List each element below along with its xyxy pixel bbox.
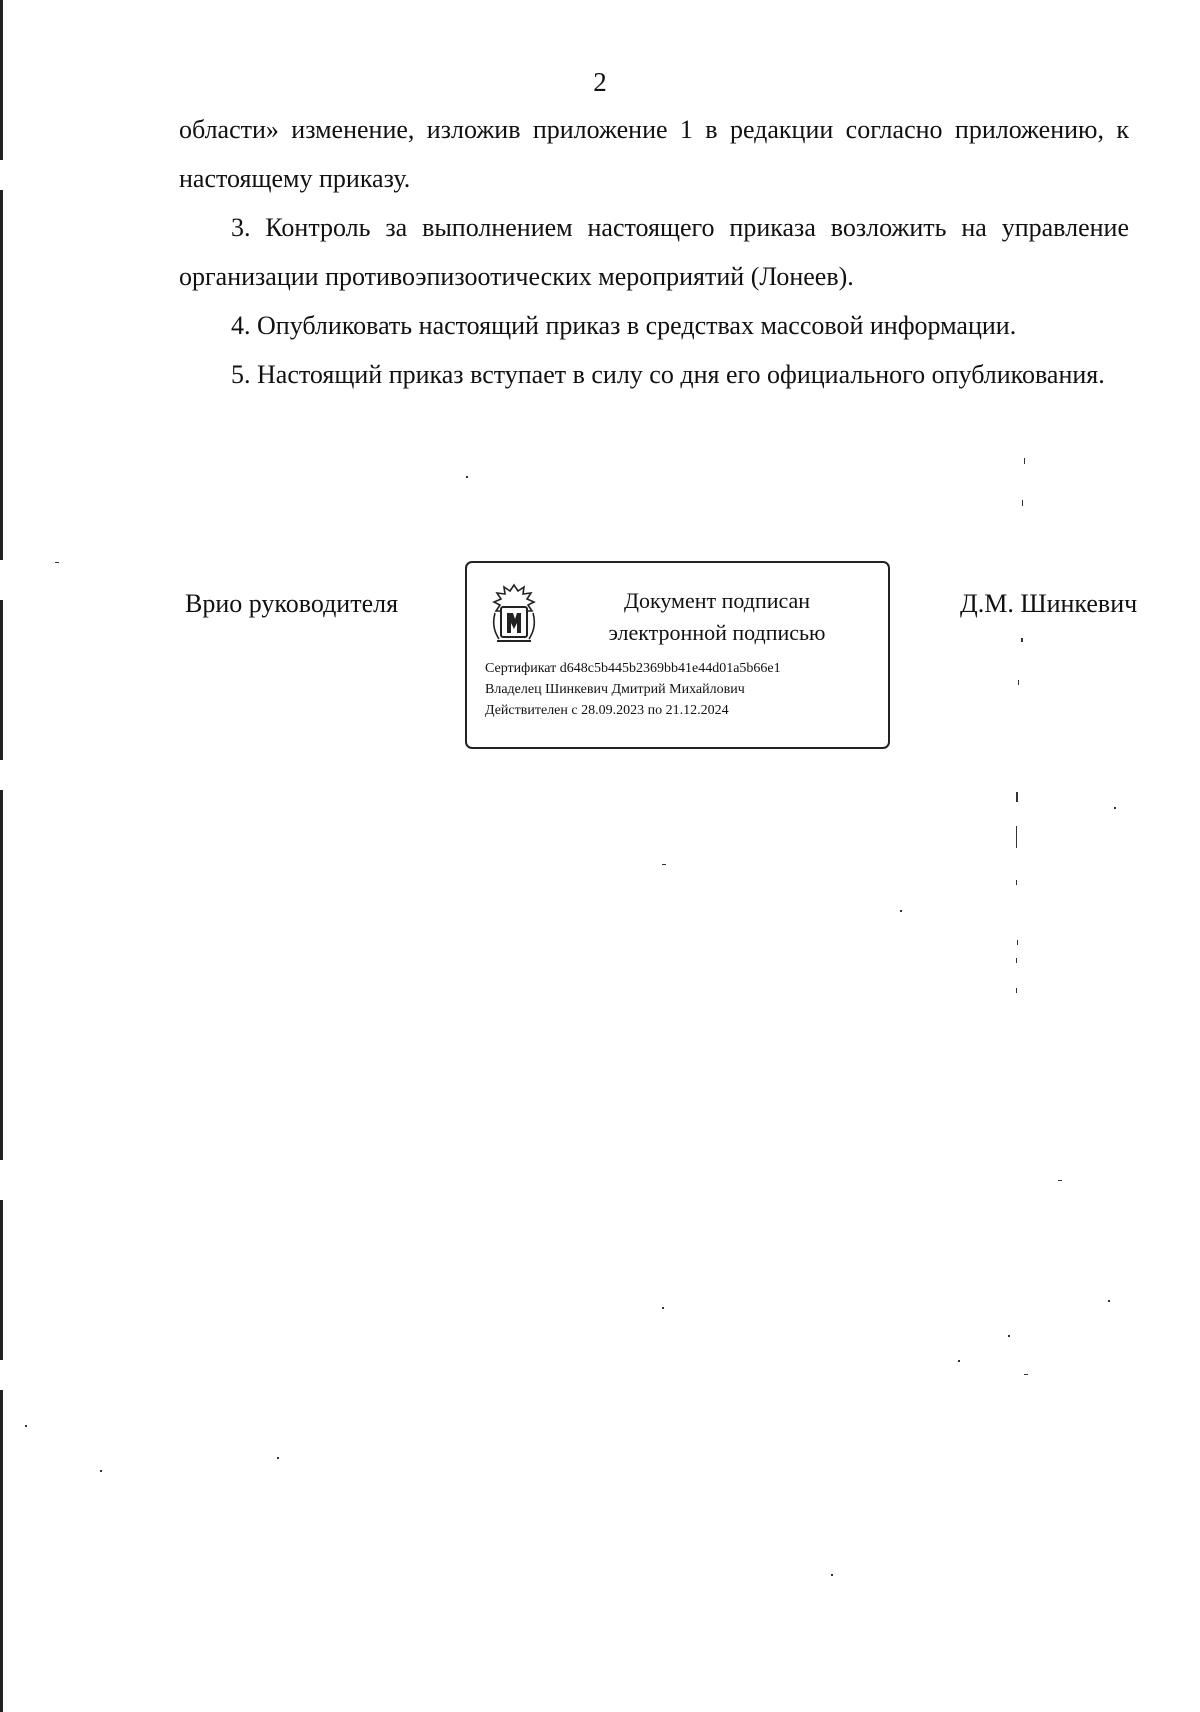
coat-of-arms-icon — [487, 583, 541, 647]
paragraph-continuation: области» изменение, изложив приложение 1 в редакции согласно приложению, к настоящему приказу. — [179, 115, 1129, 193]
scan-speck — [1022, 500, 1023, 506]
scan-speck — [958, 1360, 960, 1362]
scan-edge — [0, 0, 3, 1712]
scan-speck — [1108, 1300, 1110, 1302]
signer-position: Врио руководителя — [185, 589, 399, 618]
scan-speck — [1016, 792, 1018, 802]
scan-speck — [1017, 940, 1018, 945]
scan-speck — [1114, 807, 1116, 809]
scan-speck — [1024, 1374, 1028, 1375]
stamp-details — [485, 658, 781, 721]
stamp-certificate: Сертификат d648c5b445b2369bb41e44d01a5b66e1 — [485, 661, 781, 676]
scan-speck — [25, 1425, 27, 1427]
scan-speck — [1016, 958, 1017, 963]
scan-speck — [1024, 458, 1025, 464]
paragraph-item-3: 3. Контроль за выполнением настоящего приказа возложить на управление организации противоэпизоотических мероприятий (Лонеев). — [179, 213, 1129, 291]
scan-speck — [1008, 1335, 1010, 1337]
scan-speck — [1058, 1180, 1062, 1181]
scan-speck — [55, 562, 59, 563]
paragraph-item-4: 4. Опубликовать настоящий приказ в средствах массовой информации. — [231, 311, 1017, 340]
scan-speck — [1018, 680, 1019, 685]
scan-speck — [1016, 826, 1017, 848]
scan-speck — [662, 1307, 664, 1309]
scan-speck — [900, 910, 902, 912]
scan-speck — [1016, 880, 1017, 885]
electronic-signature-stamp — [465, 561, 890, 749]
page-number: 2 — [593, 67, 607, 97]
stamp-validity: Действителен с 28.09.2023 по 21.12.2024 — [485, 703, 729, 718]
stamp-heading-line-2: электронной подписью — [608, 620, 826, 645]
scan-speck — [277, 1457, 279, 1459]
scan-speck — [100, 1470, 102, 1472]
signer-name: Д.М. Шинкевич — [960, 589, 1138, 618]
scan-speck — [466, 476, 468, 478]
paragraph-item-5: 5. Настоящий приказ вступает в силу со дня его официального опубликования. — [231, 360, 1105, 389]
document-body — [179, 105, 1129, 399]
stamp-heading-line-1: Документ подписан — [623, 588, 811, 613]
scan-speck — [1021, 638, 1023, 642]
scan-speck — [1016, 988, 1017, 993]
stamp-heading — [587, 585, 847, 649]
scan-speck — [831, 1574, 833, 1576]
scan-speck — [662, 864, 666, 865]
stamp-owner: Владелец Шинкевич Дмитрий Михайлович — [485, 682, 745, 697]
